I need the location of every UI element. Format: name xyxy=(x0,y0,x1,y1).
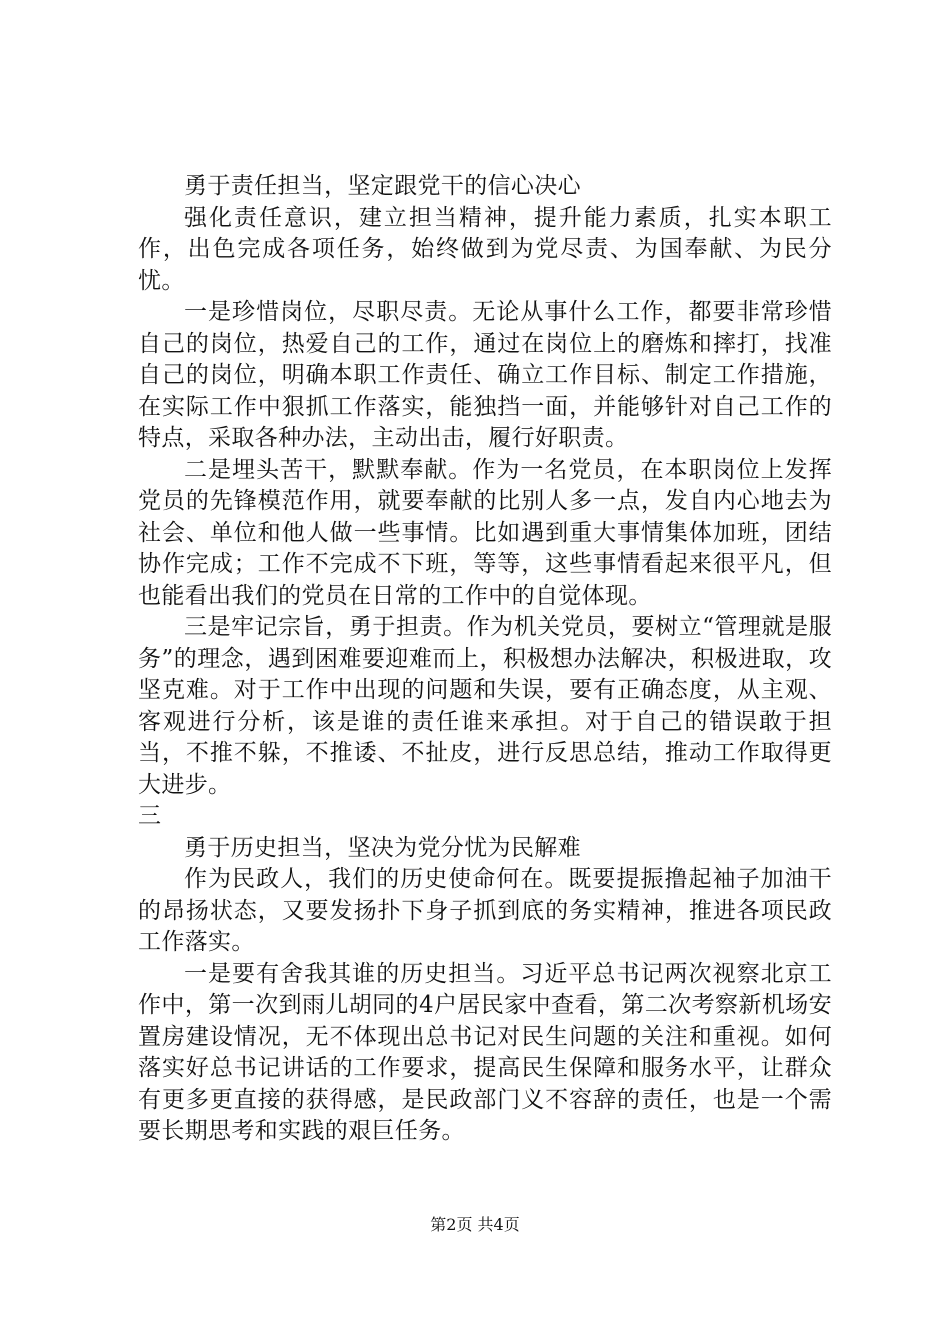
section-number-three: 三 xyxy=(138,803,162,829)
section-heading-history: 勇于历史担当，坚决为党分忧为民解难 xyxy=(184,834,581,861)
paragraph-point-one: 一是珍惜岗位，尽职尽责。无论从事什么工作，都要非常珍惜自己的岗位，热爱自己的工作，通过在岗位上的磨炼和摔打，找准自己的岗位，明确本职工作责任、确立工作目标、制定工作措施，在实际工作中狠抓工作落实，能独挡一面，并能够针对自己工作的特点，采取各种办法，主动出击，履行好职责。 xyxy=(138,299,832,451)
document-body xyxy=(138,171,832,1148)
paragraph-history-point-one: 一是要有舍我其谁的历史担当。习近平总书记两次视察北京工作中，第一次到雨儿胡同的4户居民家中查看，第二次考察新机场安置房建设情况，无不体现出总书记对民生问题的关注和重视。如何落实好总书记讲话的工作要求，提高民生保障和服务水平，让群众有更多更直接的获得感，是民政部门义不容辞的责任，也是一个需要长期思考和实践的艰巨任务。 xyxy=(138,960,832,1144)
section-heading-responsibility: 勇于责任担当，坚定跟党干的信心决心 xyxy=(184,173,581,199)
page-footer: 第2页 共4页 xyxy=(430,1215,520,1234)
paragraph-point-three: 三是牢记宗旨，勇于担责。作为机关党员，要树立“管理就是服务”的理念，遇到困难要迎难而上，积极想办法解决，积极进取，攻坚克难。对于工作中出现的问题和失误，要有正确态度，从主观、客观进行分析，该是谁的责任谁来承担。对于自己的错误敢于担当，不推不躲，不推诿、不扯皮，进行反思总结，推动工作取得更大进步。 xyxy=(138,614,832,798)
paragraph-intro-responsibility: 强化责任意识，建立担当精神，提升能力素质，扎实本职工作，出色完成各项任务，始终做到为党尽责、为国奉献、为民分忧。 xyxy=(138,204,832,294)
paragraph-point-two: 二是埋头苦干，默默奉献。作为一名党员，在本职岗位上发挥党员的先锋模范作用，就要奉献的比别人多一点，发自内心地去为社会、单位和他人做一些事情。比如遇到重大事情集体加班，团结协作完成；工作不完成不下班，等等，这些事情看起来很平凡，但也能看出我们的党员在日常的工作中的自觉体现。 xyxy=(138,456,832,609)
paragraph-intro-history: 作为民政人，我们的历史使命何在。既要提振撸起袖子加油干的昂扬状态，又要发扬扑下身子抓到底的务实精神，推进各项民政工作落实。 xyxy=(138,866,832,955)
